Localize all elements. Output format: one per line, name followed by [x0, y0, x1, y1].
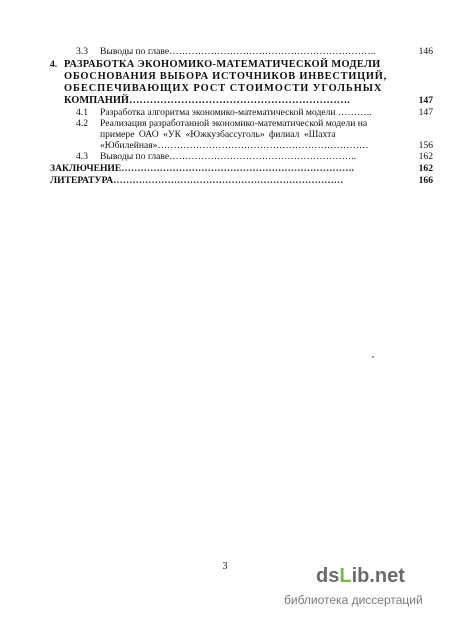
toc-text-4-1[interactable]: Разработка алгоритма экономико-математической модели ………..: [100, 107, 372, 118]
page-number: 3: [222, 561, 228, 572]
dslib-subtitle: библиотека диссертаций: [284, 593, 423, 607]
toc-num-ch4: 4.: [50, 59, 58, 70]
toc-text-conclusion[interactable]: ЗАКЛЮЧЕНИЕ……………………………………………………………….: [50, 163, 354, 174]
toc-text-4-2-line2[interactable]: примере ОАО «УК «Южкузбассуголь» филиал «Шахта: [100, 129, 336, 140]
toc-num-4-2: 4.2: [76, 118, 88, 129]
toc-ch4-line3[interactable]: ОБЕСПЕЧИВАЮЩИХ РОСТ СТОИМОСТИ УГОЛЬНЫХ: [64, 83, 383, 94]
dslib-logo: dsLib.net: [316, 565, 405, 587]
dslib-watermark: [284, 563, 444, 615]
toc-page-4-3: 162: [418, 151, 433, 162]
toc-num-4-1: 4.1: [76, 107, 88, 118]
toc-text-3-3[interactable]: Выводы по главе………………………………………………………..: [100, 46, 376, 57]
toc-ch4-line2[interactable]: ОБОСНОВАНИЯ ВЫБОРА ИСТОЧНИКОВ ИНВЕСТИЦИЙ,: [64, 71, 387, 82]
toc-num-3-3: 3.3: [76, 46, 88, 57]
toc-text-4-2-line1[interactable]: Реализация разработанной экономико-математической модели на: [100, 118, 368, 129]
toc-page-conclusion: 162: [418, 163, 433, 174]
toc-page-literature: 166: [418, 175, 433, 186]
toc-page-4-1: 147: [418, 107, 433, 118]
toc-page-4-2: 156: [418, 140, 433, 151]
toc-ch4-line4[interactable]: КОМПАНИЙ……………………………………………………….: [64, 95, 350, 106]
toc-page-3-3: 146: [418, 46, 433, 57]
toc-page-ch4: 147: [418, 95, 433, 106]
toc-text-4-3[interactable]: Выводы по главе…………………………………………………..: [100, 151, 357, 162]
toc-text-4-2-line3[interactable]: «Юбилейная»…………………………………………………………: [100, 140, 369, 151]
toc-num-4-3: 4.3: [76, 151, 88, 162]
toc-ch4-line1[interactable]: РАЗРАБОТКА ЭКОНОМИКО-МАТЕМАТИЧЕСКОЙ МОДЕЛИ: [64, 59, 381, 70]
toc-text-literature[interactable]: ЛИТЕРАТУРА………………………………………………………………: [50, 175, 344, 186]
scan-speck: [372, 356, 374, 358]
